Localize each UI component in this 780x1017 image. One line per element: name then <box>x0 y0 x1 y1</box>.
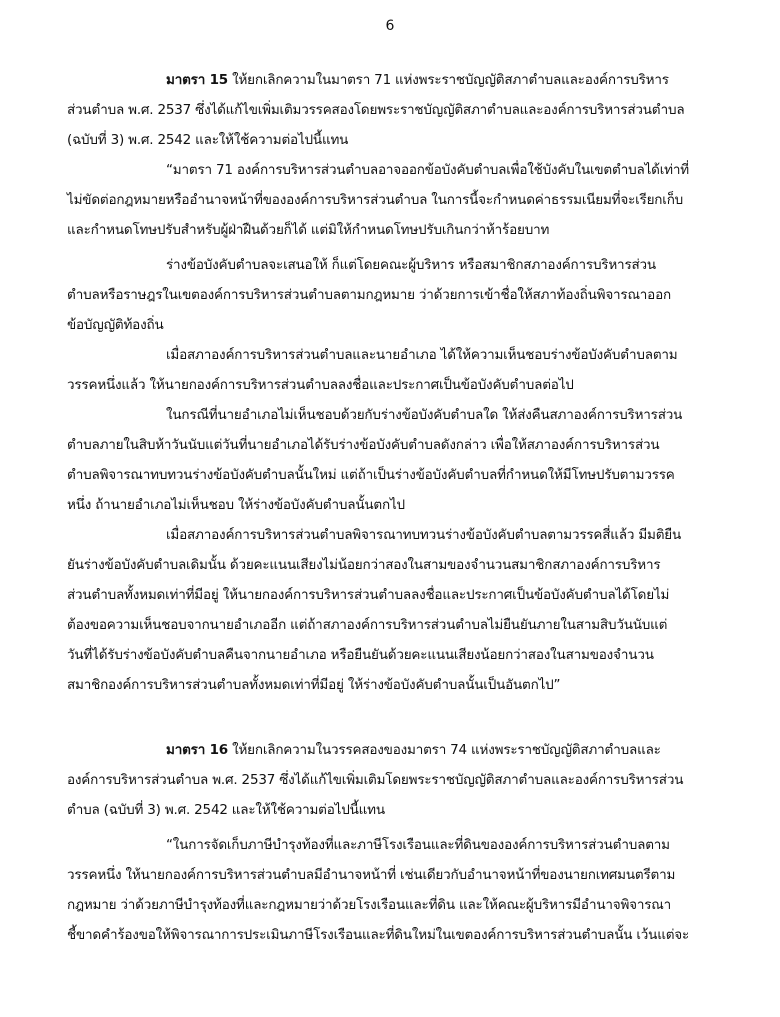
paragraph-line: ร่างข้อบังคับตำบลจะเสนอให้ ก็แต่โดยคณะผู้บริหาร หรือสมาชิกสภาองค์การบริหารส่วน <box>166 257 656 273</box>
paragraph-line: หนึ่ง ถ้านายอำเภอไม่เห็นชอบ ให้ร่างข้อบังคับตำบลนั้นตกไป <box>67 497 405 513</box>
paragraph-line: วันที่ได้รับร่างข้อบังคับตำบลคืนจากนายอำเภอ หรือยืนยันด้วยคะแนนเสียงน้อยกว่าสองในสามของจำนวน <box>67 647 654 663</box>
section-15-heading-line <box>166 70 669 90</box>
paragraph-line: และกำหนดโทษปรับสำหรับผู้ฝ่าฝืนด้วยก็ได้ แต่มิให้กำหนดโทษปรับเกินกว่าห้าร้อยบาท <box>67 222 550 238</box>
paragraph-line: “ในการจัดเก็บภาษีบำรุงท้องที่และภาษีโรงเรือนและที่ดินขององค์การบริหารส่วนตำบลตาม <box>166 837 670 853</box>
paragraph-line: เมื่อสภาองค์การบริหารส่วนตำบลและนายอำเภอ ได้ให้ความเห็นชอบร่างข้อบังคับตำบลตาม <box>166 347 678 363</box>
paragraph-line: ยันร่างข้อบังคับตำบลเดิมนั้น ด้วยคะแนนเสียงไม่น้อยกว่าสองในสามของจำนวนสมาชิกสภาองค์การบริหาร <box>67 557 661 573</box>
section-15-heading-rest: ให้ยกเลิกความในมาตรา 71 แห่งพระราชบัญญัติสภาตำบลและองค์การบริหาร <box>232 72 669 88</box>
section-15-label: มาตรา 15 <box>166 72 228 88</box>
paragraph-line: ตำบลภายในสิบห้าวันนับแต่วันที่นายอำเภอได้รับร่างข้อบังคับตำบลดังกล่าว เพื่อให้สภาองค์การบริหารส่วน <box>67 437 660 453</box>
paragraph-line: ต้องขอความเห็นชอบจากนายอำเภออีก แต่ถ้าสภาองค์การบริหารส่วนตำบลไม่ยืนยันภายในสามสิบวันนับแต่ <box>67 617 668 633</box>
paragraph-line: กฎหมาย ว่าด้วยภาษีบำรุงท้องที่และกฎหมายว่าด้วยโรงเรือนและที่ดิน และให้คณะผู้บริหารมีอำนาจพิจารณา <box>67 897 672 913</box>
paragraph-line: ข้อบัญญัติท้องถิ่น <box>67 317 164 333</box>
paragraph-line: ในกรณีที่นายอำเภอไม่เห็นชอบด้วยกับร่างข้อบังคับตำบลใด ให้ส่งคืนสภาองค์การบริหารส่วน <box>166 407 683 423</box>
paragraph-line: ตำบลพิจารณาทบทวนร่างข้อบังคับตำบลนั้นใหม่ แต่ถ้าเป็นร่างข้อบังคับตำบลที่กำหนดให้มีโทษปรับตามวรรค <box>67 467 675 483</box>
paragraph-line: ตำบล (ฉบับที่ 3) พ.ศ. 2542 และให้ใช้ความต่อไปนี้แทน <box>67 802 385 818</box>
paragraph-line: เมื่อสภาองค์การบริหารส่วนตำบลพิจารณาทบทวนร่างข้อบังคับตำบลตามวรรคสี่แล้ว มีมติยืน <box>166 527 682 543</box>
paragraph-line: ไม่ขัดต่อกฎหมายหรืออำนาจหน้าที่ขององค์การบริหารส่วนตำบล ในการนี้จะกำหนดค่าธรรมเนียมที่จะเรียกเก็บ <box>67 192 684 208</box>
paragraph-line: ส่วนตำบล พ.ศ. 2537 ซึ่งได้แก้ไขเพิ่มเติมวรรคสองโดยพระราชบัญญัติสภาตำบลและองค์การบริหารส่วนตำบล <box>67 102 685 118</box>
page-number: 6 <box>385 18 395 34</box>
paragraph-line: “มาตรา 71 องค์การบริหารส่วนตำบลอาจออกข้อบังคับตำบลเพื่อใช้บังคับในเขตตำบลได้เท่าที่ <box>166 162 689 178</box>
paragraph-line: สมาชิกองค์การบริหารส่วนตำบลทั้งหมดเท่าที่มีอยู่ ให้ร่างข้อบังคับตำบลนั้นเป็นอันตกไป” <box>67 677 561 693</box>
paragraph-line: วรรคหนึ่งแล้ว ให้นายกองค์การบริหารส่วนตำบลลงชื่อและประกาศเป็นข้อบังคับตำบลต่อไป <box>67 377 574 393</box>
paragraph-line: ตำบลหรือราษฎรในเขตองค์การบริหารส่วนตำบลตามกฎหมาย ว่าด้วยการเข้าชื่อให้สภาท้องถิ่นพิจารณาออก <box>67 287 671 303</box>
section-16-heading-line <box>166 740 661 760</box>
paragraph-line: วรรคหนึ่ง ให้นายกองค์การบริหารส่วนตำบลมีอำนาจหน้าที่ เช่นเดียวกับอำนาจหน้าที่ของนายกเทศมนตรีตาม <box>67 867 676 883</box>
paragraph-line: องค์การบริหารส่วนตำบล พ.ศ. 2537 ซึ่งได้แก้ไขเพิ่มเติมโดยพระราชบัญญัติสภาตำบลและองค์การบริหารส่วน <box>67 772 684 788</box>
paragraph-line: ส่วนตำบลทั้งหมดเท่าที่มีอยู่ ให้นายกองค์การบริหารส่วนตำบลลงชื่อและประกาศเป็นข้อบังคับตำบลได้โดยไม่ <box>67 587 670 603</box>
section-16-label: มาตรา 16 <box>166 742 228 758</box>
section-16-heading-rest: ให้ยกเลิกความในวรรคสองของมาตรา 74 แห่งพระราชบัญญัติสภาตำบลและ <box>232 742 661 758</box>
paragraph-line: (ฉบับที่ 3) พ.ศ. 2542 และให้ใช้ความต่อไปนี้แทน <box>67 132 349 148</box>
paragraph-line: ชี้ขาดคำร้องขอให้พิจารณาการประเมินภาษีโรงเรือนและที่ดินใหม่ในเขตองค์การบริหารส่วนตำบลนั้น เว้นแต่จะ <box>67 927 690 943</box>
